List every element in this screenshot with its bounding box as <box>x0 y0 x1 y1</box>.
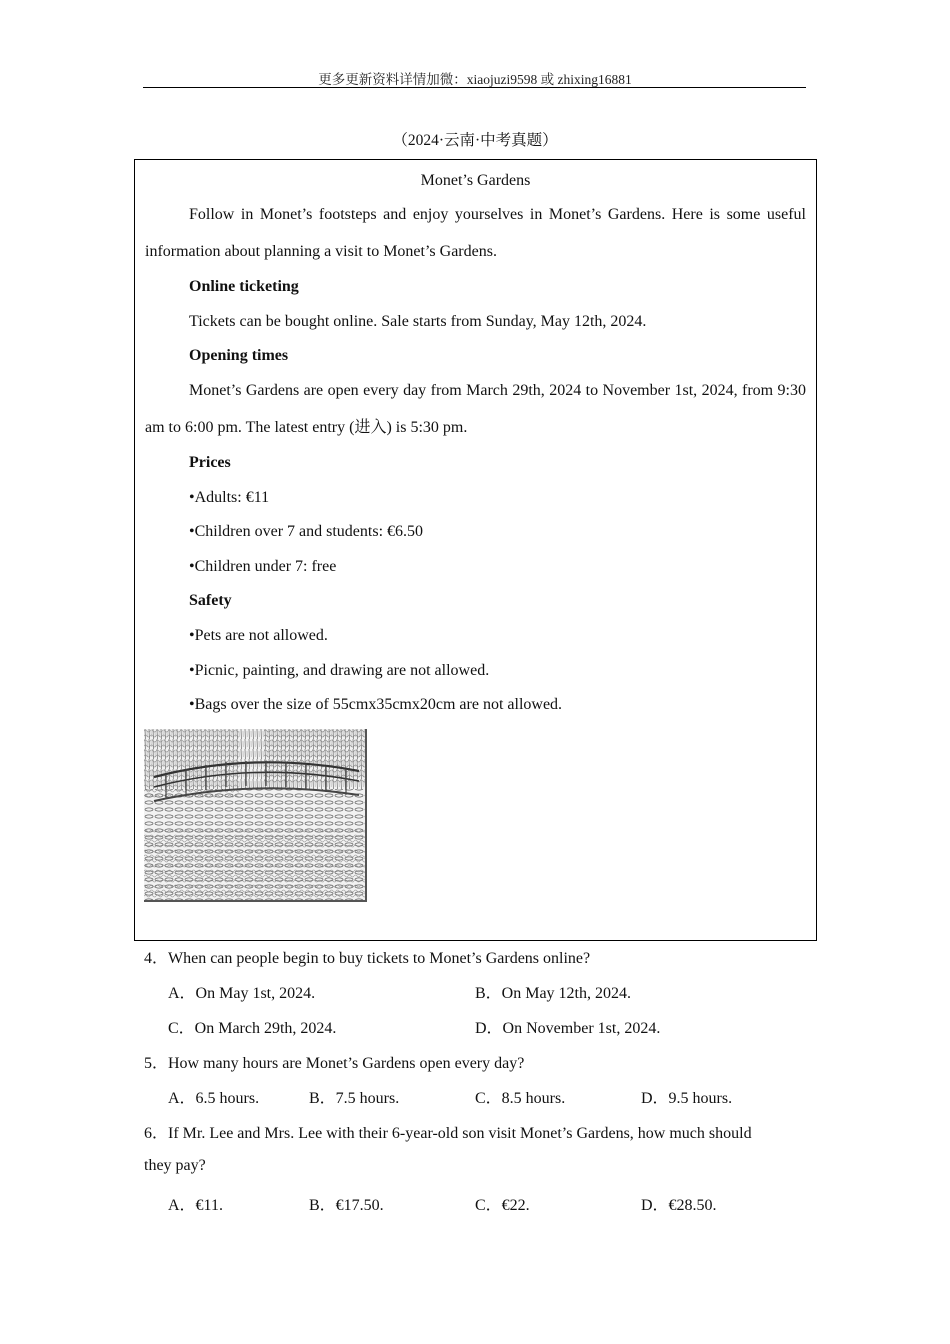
safety-picnic: •Picnic, painting, and drawing are not allowed. <box>189 662 490 679</box>
section-heading-opening-times: Opening times <box>189 347 289 364</box>
question-4-option-d[interactable]: D．On November 1st, 2024. <box>475 1020 661 1037</box>
question-6-option-d[interactable]: D．€28.50. <box>641 1197 717 1214</box>
question-5-option-a[interactable]: A．6.5 hours. <box>168 1090 260 1107</box>
section-heading-ticketing: Online ticketing <box>189 278 299 295</box>
header-divider <box>143 87 806 88</box>
section-heading-prices: Prices <box>189 454 231 471</box>
question-4-stem: 4．When can people begin to buy tickets to Monet’s Gardens online? <box>144 950 591 967</box>
question-6-option-c[interactable]: C．€22. <box>475 1197 530 1214</box>
monet-bridge-painting-image <box>144 729 367 902</box>
question-6-stem-line-2: they pay? <box>144 1157 206 1174</box>
passage-intro: Follow in Monet’s footsteps and enjoy yourselves in Monet’s Gardens. Here is some useful information about planning a visit to Monet’s Gardens. <box>145 206 806 260</box>
price-children-over-7: •Children over 7 and students: €6.50 <box>189 523 424 540</box>
question-4-option-b[interactable]: B．On May 12th, 2024. <box>475 985 632 1002</box>
question-6-option-a[interactable]: A．€11. <box>168 1197 223 1214</box>
opening-times-text: Monet’s Gardens are open every day from March 29th, 2024 to November 1st, 2024, from 9:30 am to 6:00 pm. The latest entry (进入) is 5:30 pm. <box>145 382 806 436</box>
price-adults: •Adults: €11 <box>189 489 270 506</box>
safety-bags: •Bags over the size of 55cmx35cmx20cm are not allowed. <box>189 696 563 713</box>
price-children-under-7: •Children under 7: free <box>189 558 337 575</box>
question-4-option-a[interactable]: A．On May 1st, 2024. <box>168 985 316 1002</box>
ticketing-text: Tickets can be bought online. Sale starts from Sunday, May 12th, 2024. <box>189 313 647 330</box>
header-contact: 更多更新资料详情加微：xiaojuzi9598 或 zhixing16881 <box>318 72 632 87</box>
question-source: （2024·云南·中考真题） <box>392 132 558 149</box>
question-5-option-d[interactable]: D．9.5 hours. <box>641 1090 733 1107</box>
question-5-option-b[interactable]: B．7.5 hours. <box>309 1090 400 1107</box>
question-5-stem: 5．How many hours are Monet’s Gardens open every day? <box>144 1055 525 1072</box>
passage-title: Monet’s Gardens <box>420 172 531 189</box>
section-heading-safety: Safety <box>189 592 232 609</box>
reading-passage-box <box>134 159 817 941</box>
question-5-option-c[interactable]: C．8.5 hours. <box>475 1090 566 1107</box>
question-6-stem-line-1: 6．If Mr. Lee and Mrs. Lee with their 6-year-old son visit Monet’s Gardens, how much should <box>144 1125 752 1142</box>
question-4-option-c[interactable]: C．On March 29th, 2024. <box>168 1020 337 1037</box>
question-6-option-b[interactable]: B．€17.50. <box>309 1197 384 1214</box>
safety-pets: •Pets are not allowed. <box>189 627 328 644</box>
